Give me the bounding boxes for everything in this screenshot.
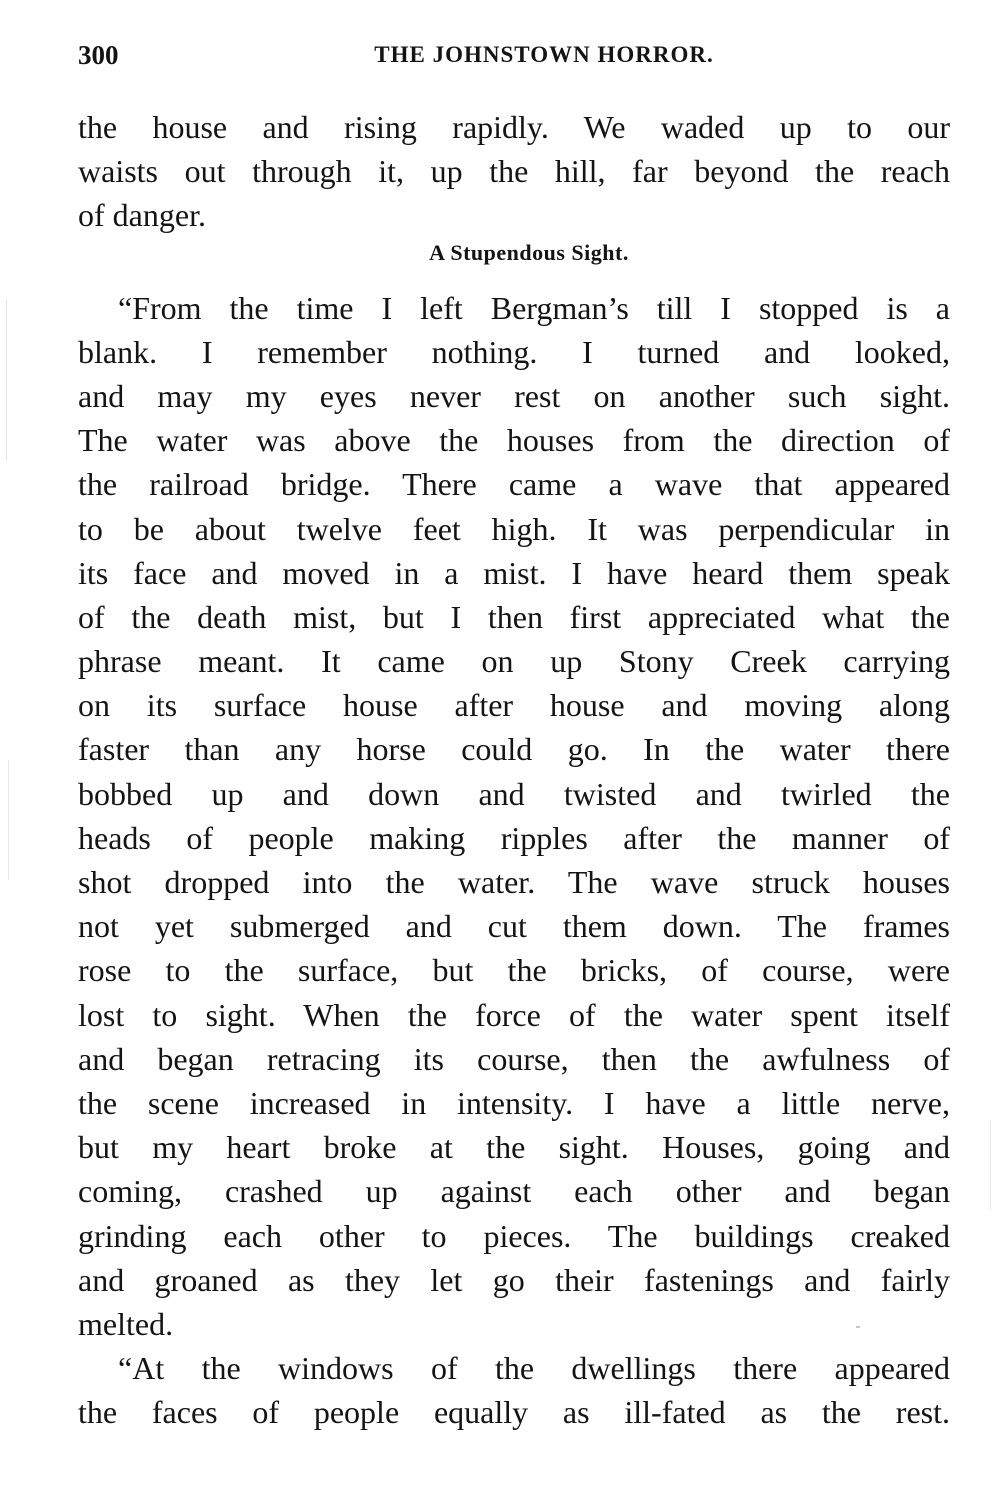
text-line: and groaned as they let go their fastenings and fairly [78, 1261, 950, 1298]
text-line: melted. [78, 1305, 174, 1342]
text-line: the railroad bridge. There came a wave that appeared [78, 466, 950, 503]
text-line: The water was above the houses from the direction of [78, 422, 950, 459]
text-line: of danger. [78, 197, 206, 234]
scan-artifact [990, 1120, 991, 1210]
text-line: “At the windows of the dwellings there appeared [118, 1350, 950, 1387]
text-line: rose to the surface, but the bricks, of course, were [78, 952, 950, 989]
text-line: not yet submerged and cut them down. The frames [78, 908, 950, 945]
text-line: the faces of people equally as ill-fated as the rest. [78, 1394, 950, 1431]
page-body [78, 105, 950, 1434]
page-number: 300 [78, 40, 119, 70]
text-line: faster than any horse could go. In the water there [78, 731, 950, 768]
text-line: the house and rising rapidly. We waded up to our [78, 109, 950, 145]
text-line: and may my eyes never rest on another such sight. [78, 377, 950, 414]
text-line: coming, crashed up against each other and began [78, 1173, 950, 1210]
text-line: blank. I remember nothing. I turned and looked, [78, 333, 950, 370]
running-head: THE JOHNSTOWN HORROR. [374, 42, 714, 67]
scan-artifact [6, 300, 7, 460]
text-line: phrase meant. It came on up Stony Creek carrying [78, 643, 950, 680]
text-line: and began retracing its course, then the awfulness of [78, 1040, 950, 1077]
text-line: to be about twelve feet high. It was perpendicular in [78, 510, 950, 547]
text-line: heads of people making ripples after the manner of [78, 819, 950, 856]
text-line: lost to sight. When the force of the water spent itself [78, 996, 950, 1033]
text-line: “From the time I left Bergman’s till I stopped is a [118, 289, 950, 326]
text-line: of the death mist, but I then first appreciated what the [78, 598, 950, 635]
text-line: the scene increased in intensity. I have a little nerve, [78, 1084, 950, 1121]
paragraph-2 [78, 1346, 950, 1434]
continuation-paragraph [78, 105, 950, 238]
page-header [78, 40, 950, 80]
text-line: its face and moved in a mist. I have heard them speak [78, 554, 950, 591]
text-line: on its surface house after house and moving along [78, 687, 950, 724]
section-subheading: A Stupendous Sight. [429, 239, 629, 265]
text-line: grinding each other to pieces. The buildings creaked [78, 1217, 950, 1254]
paragraph-1 [78, 286, 950, 1347]
text-line: waists out through it, up the hill, far beyond the reach [78, 153, 950, 190]
text-line: but my heart broke at the sight. Houses, going and [78, 1129, 950, 1166]
text-line: bobbed up and down and twisted and twirled the [78, 775, 950, 812]
text-line: shot dropped into the water. The wave struck houses [78, 864, 950, 900]
scan-artifact [8, 760, 9, 880]
scan-artifact [856, 1326, 860, 1328]
